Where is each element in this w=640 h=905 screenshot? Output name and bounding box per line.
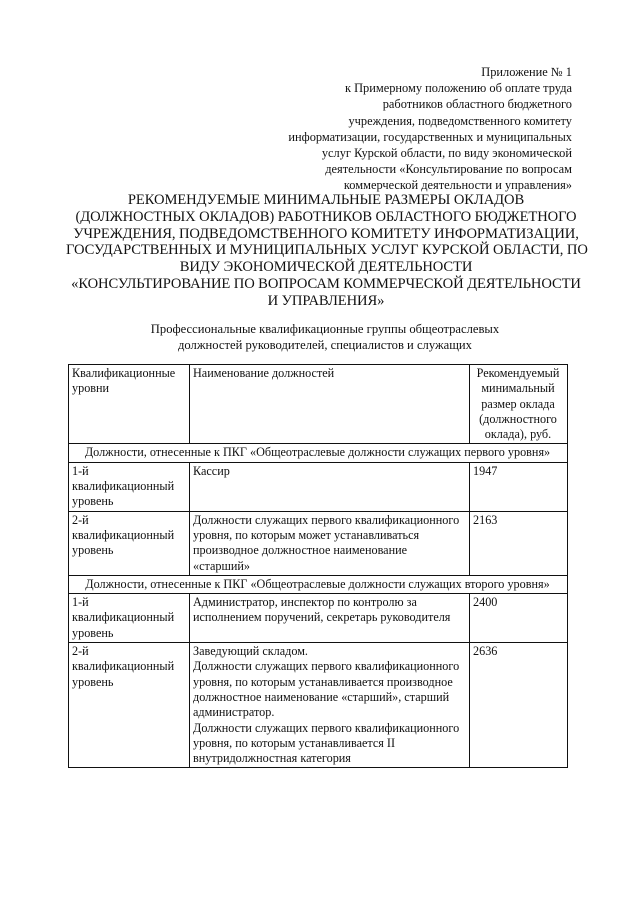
title-line: «КОНСУЛЬТИРОВАНИЕ ПО ВОПРОСАМ КОММЕРЧЕСКОЙ ДЕЯТЕЛЬНОСТИ — [71, 275, 581, 292]
appendix-header — [212, 64, 572, 194]
group-row — [69, 575, 568, 593]
table-header-row — [69, 365, 568, 444]
salary-table — [68, 364, 568, 768]
document-subtitle — [70, 321, 580, 353]
group-row — [69, 444, 568, 462]
salary-cell: 2636 — [470, 643, 568, 768]
position-text: Должности служащих первого квалификационного уровня, по которым устанавливается II внутридолжностная категория — [193, 720, 460, 766]
salary-cell: 1947 — [470, 462, 568, 511]
position-text: Заведующий складом. — [193, 644, 308, 659]
positions-cell — [190, 594, 470, 643]
appendix-line: работников областного бюджетного — [382, 97, 572, 112]
group-title: Должности, отнесенные к ПКГ «Общеотраслевые должности служащих второго уровня» — [69, 575, 568, 593]
table-row — [69, 511, 568, 575]
appendix-line: коммерческой деятельности и управления» — [343, 178, 572, 193]
appendix-line: к Примерному положению об оплате труда — [344, 81, 572, 96]
subtitle-line: Профессиональные квалификационные группы общеотраслевых — [150, 322, 500, 336]
subtitle-line: должностей руководителей, специалистов и служащих — [178, 338, 472, 352]
positions-cell — [190, 643, 470, 768]
title-line: РЕКОМЕНДУЕМЫЕ МИНИМАЛЬНЫЕ РАЗМЕРЫ ОКЛАДОВ — [127, 192, 525, 208]
title-line: (ДОЛЖНОСТНЫХ ОКЛАДОВ) РАБОТНИКОВ ОБЛАСТНОГО БЮДЖЕТНОГО — [75, 208, 577, 225]
appendix-line: услуг Курской области, по виду экономической — [321, 146, 572, 161]
title-line: ГОСУДАРСТВЕННЫХ И МУНИЦИПАЛЬНЫХ УСЛУГ КУРСКОЙ ОБЛАСТИ, ПО — [66, 242, 588, 259]
title-line: УЧРЕЖДЕНИЯ, ПОДВЕДОМСТВЕННОГО КОМИТЕТУ ИНФОРМАТИЗАЦИИ, — [73, 225, 579, 242]
level-cell: 1-й квалификационный уровень — [69, 462, 190, 511]
appendix-line: деятельности «Консультирование по вопросам — [325, 162, 572, 177]
group-title: Должности, отнесенные к ПКГ «Общеотраслевые должности служащих первого уровня» — [69, 444, 568, 462]
position-text: Администратор, инспектор по контролю за исполнением поручений, секретарь руководителя — [193, 595, 451, 625]
document-title — [66, 192, 586, 310]
appendix-line: Приложение № 1 — [481, 65, 572, 79]
title-line: И УПРАВЛЕНИЯ» — [267, 292, 385, 309]
level-cell: 2-й квалификационный уровень — [69, 643, 190, 768]
positions-cell — [190, 462, 470, 511]
salary-cell: 2163 — [470, 511, 568, 575]
header-positions: Наименование должностей — [190, 365, 470, 444]
position-text: Должности служащих первого квалификационного уровня, по которым может устанавливаться производное должностное наименование «старший» — [193, 512, 460, 573]
position-text: Кассир — [193, 463, 230, 478]
level-cell: 1-й квалификационный уровень — [69, 594, 190, 643]
title-line: ВИДУ ЭКОНОМИЧЕСКОЙ ДЕЯТЕЛЬНОСТИ — [179, 259, 473, 276]
salary-cell: 2400 — [470, 594, 568, 643]
level-cell: 2-й квалификационный уровень — [69, 511, 190, 575]
appendix-line: учреждения, подведомственного комитету — [348, 113, 572, 128]
table-row — [69, 462, 568, 511]
positions-cell — [190, 511, 470, 575]
table-row — [69, 594, 568, 643]
table-row — [69, 643, 568, 768]
header-level: Квалификационные уровни — [69, 365, 190, 444]
header-salary: Рекомендуемый минимальный размер оклада (должностного оклада), руб. — [470, 365, 568, 444]
appendix-line: информатизации, государственных и муниципальных — [288, 129, 572, 144]
position-text: Должности служащих первого квалификационного уровня, по которым устанавливается производное должностное наименование «старший», старший администратор. — [193, 659, 460, 720]
